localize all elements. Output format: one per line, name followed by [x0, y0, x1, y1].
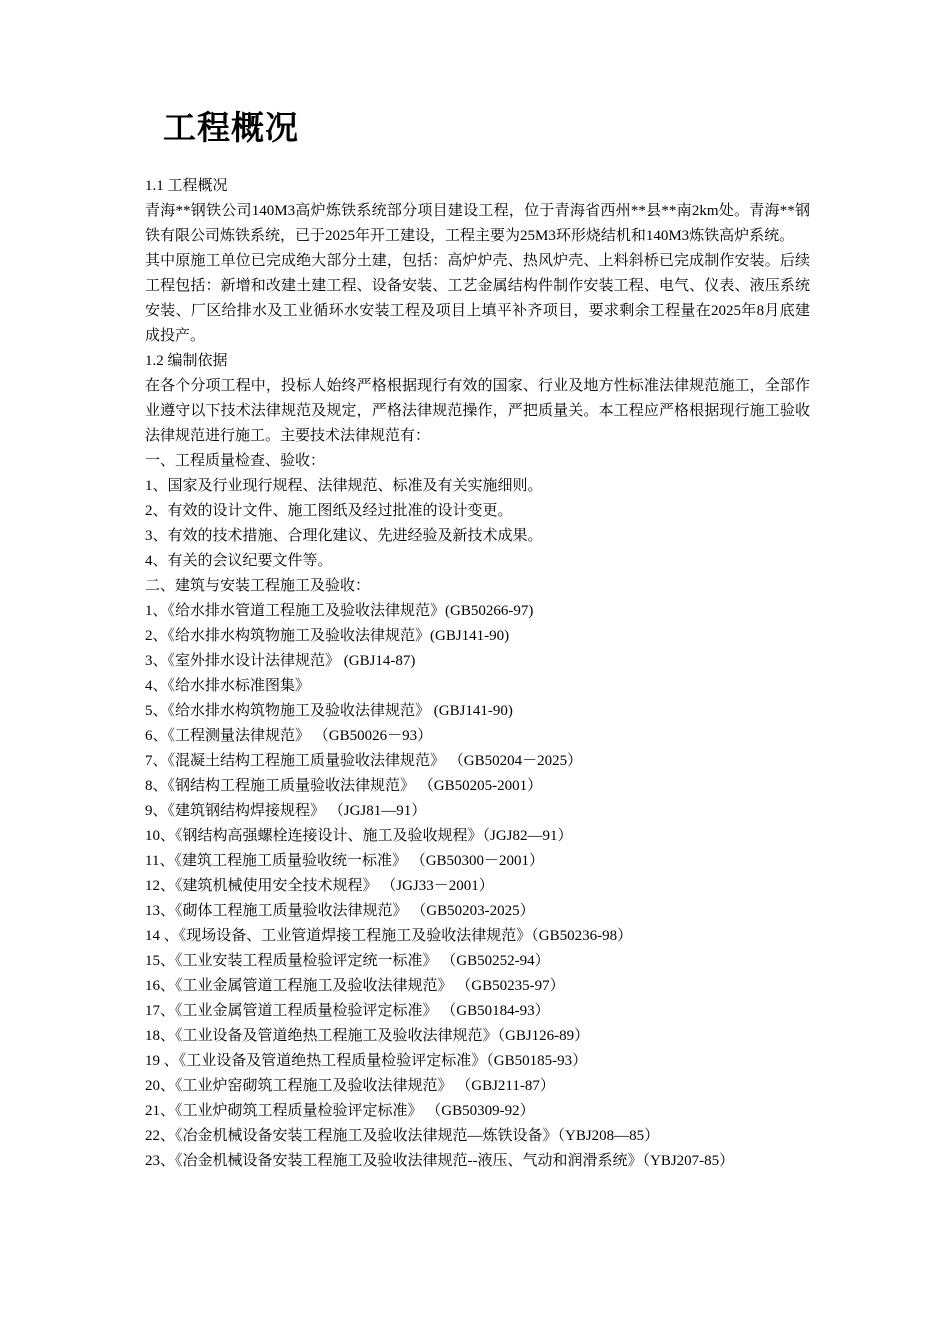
list-item: 15、《工业安装工程质量检验评定统一标准》 （GB50252-94） — [145, 953, 550, 969]
list-heading: 二、建筑与安装工程施工及验收： — [145, 578, 371, 594]
list-item: 14 、《现场设备、工业管道焊接工程施工及验收法律规范》（GB50236-98） — [145, 928, 633, 944]
list-item: 4、有关的会议纪要文件等。 — [145, 553, 333, 569]
body-paragraph: 在各个分项工程中，投标人始终严格根据现行有效的国家、行业及地方性标准法律规范施工，全部作业遵守以下技术法律规范及规定，严格法律规范操作，严把质量关。本工程应严格根据现行施工验收法律规范进行施工。主要技术法律规范有： — [145, 378, 810, 444]
list-item: 19 、《工业设备及管道绝热工程质量检验评定标准》（GB50185-93） — [145, 1053, 588, 1069]
list-item: 6、《工程测量法律规范》 （GB50026－93） — [145, 728, 433, 744]
body-paragraph: 其中原施工单位已完成绝大部分土建，包括：高炉炉壳、热风炉壳、上料斜桥已完成制作安装。后续工程包括：新增和改建土建工程、设备安装、工艺金属结构件制作安装工程、电气、仪表、液压系统安装、厂区给排水及工业循环水安装工程及项目上填平补齐项目，要求剩余工程量在2025年8月底建成投产。 — [145, 253, 810, 344]
list-item: 7、《混凝土结构工程施工质量验收法律规范》 （GB50204－2025） — [145, 753, 583, 769]
list-item: 22、《冶金机械设备安装工程施工及验收法律规范—炼铁设备》（YBJ208—85） — [145, 1128, 660, 1144]
list-item: 20、《工业炉窑砌筑工程施工及验收法律规范》 （GBJ211-87） — [145, 1078, 555, 1094]
document-title: 工程概况 — [163, 108, 299, 147]
list-item: 4、《给水排水标准图集》 — [145, 678, 311, 694]
section-heading: 1.2 编制依据 — [145, 353, 228, 369]
list-item: 3、《室外排水设计法律规范》 (GBJ14-87) — [145, 653, 416, 669]
list-item: 2、有效的设计文件、施工图纸及经过批准的设计变更。 — [145, 503, 513, 519]
list-item: 1、《给水排水管道工程施工及验收法律规范》(GB50266-97) — [145, 603, 534, 619]
list-item: 3、有效的技术措施、合理化建议、先进经验及新技术成果。 — [145, 528, 543, 544]
section-heading: 1.1 工程概况 — [145, 178, 228, 194]
list-item: 16、《工业金属管道工程施工及验收法律规范》 （GB50235-97） — [145, 978, 565, 994]
document-body — [145, 174, 810, 1174]
list-item: 17、《工业金属管道工程质量检验评定标准》 （GB50184-93） — [145, 1003, 550, 1019]
list-item: 1、国家及行业现行规程、法律规范、标准及有关实施细则。 — [145, 478, 543, 494]
list-item: 8、《钢结构工程施工质量验收法律规范》 （GB50205-2001） — [145, 778, 543, 794]
list-item: 23、《冶金机械设备安装工程施工及验收法律规范--液压、气动和润滑系统》（YBJ207-85） — [145, 1153, 735, 1169]
list-item: 18、《工业设备及管道绝热工程施工及验收法律规范》（GBJ126-89） — [145, 1028, 590, 1044]
list-item: 9、《建筑钢结构焊接规程》 （JGJ81—91） — [145, 803, 427, 819]
list-item: 21、《工业炉砌筑工程质量检验评定标准》 （GB50309-92） — [145, 1103, 535, 1119]
list-item: 2、《给水排水构筑物施工及验收法律规范》(GBJ141-90) — [145, 628, 510, 644]
list-item: 5、《给水排水构筑物施工及验收法律规范》 (GBJ141-90) — [145, 703, 513, 719]
list-heading: 一、工程质量检查、验收： — [145, 453, 326, 469]
body-paragraph: 青海**钢铁公司140M3高炉炼铁系统部分项目建设工程，位于青海省西州**县**南2km处。青海**钢铁有限公司炼铁系统，已于2025年开工建设，工程主要为25M3环形烧结机和140M3炼铁高炉系统。 — [145, 203, 810, 244]
list-item: 12、《建筑机械使用安全技术规程》 （JGJ33－2001） — [145, 878, 494, 894]
list-item: 10、《钢结构高强螺栓连接设计、施工及验收规程》（JGJ82—91） — [145, 828, 573, 844]
list-item: 11、《建筑工程施工质量验收统一标准》 （GB50300－2001） — [145, 853, 545, 869]
list-item: 13、《砌体工程施工质量验收法律规范》 （GB50203-2025） — [145, 903, 535, 919]
